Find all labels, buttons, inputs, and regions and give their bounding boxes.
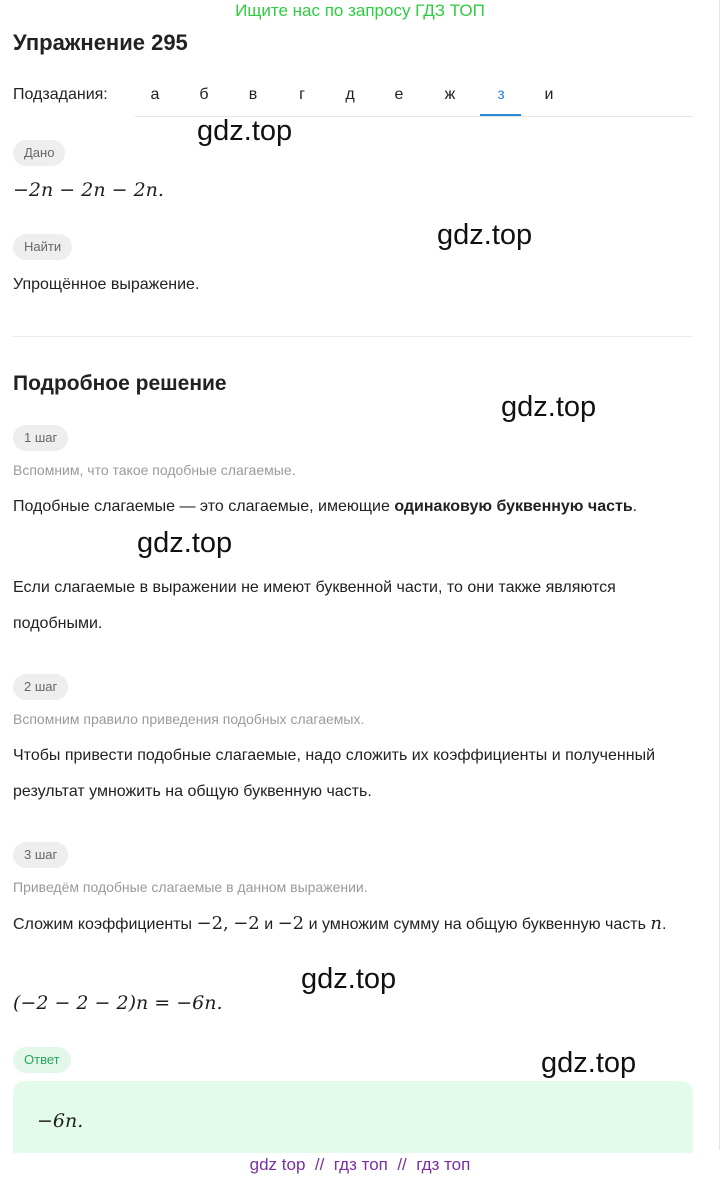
tab-d[interactable]: д (345, 86, 355, 103)
section-divider (13, 336, 693, 337)
variable-n: n (650, 913, 662, 934)
find-badge: Найти (13, 234, 72, 260)
tab-z[interactable]: з (497, 86, 505, 103)
find-text: Упрощённое выражение. (13, 276, 200, 293)
watermark: gdz.top (437, 219, 533, 251)
page-title: Упражнение 295 (13, 30, 188, 55)
step1-paragraph2: Если слагаемые в выражении не имеют буквенной части, то они также являются подобными. (13, 579, 616, 632)
step2-badge: 2 шаг (13, 674, 68, 700)
tab-a[interactable]: а (150, 86, 160, 103)
step1-badge: 1 шаг (13, 425, 68, 451)
subtasks-label: Подзадания: (13, 86, 108, 103)
given-expression: −2n − 2n − 2n. (13, 179, 164, 201)
coef-3: −2 (277, 913, 305, 934)
step1-hint: Вспомним, что такое подобные слагаемые. (13, 462, 296, 478)
step1-end: . (632, 498, 638, 515)
step2-text: Чтобы привести подобные слагаемые, надо сложить их коэффициенты и полученный результат умножить на общую буквенную часть. (13, 747, 656, 800)
answer-badge: Ответ (13, 1047, 71, 1073)
active-tab-indicator (480, 114, 521, 116)
watermark: gdz.top (137, 527, 233, 559)
solution-heading: Подробное решение (13, 372, 227, 395)
step2-hint: Вспомним правило приведения подобных слагаемых. (13, 711, 365, 727)
step1-paragraph1 (13, 489, 683, 525)
coef-1: −2, (196, 913, 229, 934)
tab-e[interactable]: е (394, 86, 404, 103)
step3-calculation: (−2 − 2 − 2)n = −6n. (13, 992, 223, 1014)
step1-bold: одинаковую буквенную часть (394, 498, 633, 515)
given-badge: Дано (13, 140, 65, 166)
step3-text (13, 906, 693, 943)
step3-text-c: и умножим сумму на общую буквенную часть (304, 916, 651, 933)
step3-hint: Приведём подобные слагаемые в данном выражении. (13, 879, 368, 895)
step3-text-d: . (662, 916, 667, 933)
tab-zh[interactable]: ж (444, 86, 456, 103)
tab-g[interactable]: г (299, 86, 305, 103)
step1-text: Подобные слагаемые — это слагаемые, имеющие (13, 498, 395, 515)
tab-i[interactable]: и (544, 86, 554, 103)
tab-v[interactable]: в (248, 86, 258, 103)
step3-text-a: Сложим коэффициенты (13, 916, 197, 933)
watermark: gdz.top (501, 391, 597, 423)
step3-text-b: и (259, 916, 278, 933)
answer-box (13, 1081, 693, 1153)
coef-2: −2 (233, 913, 260, 934)
search-banner: Ищите нас по запросу ГДЗ ТОП (235, 1, 485, 20)
answer-value: −6n. (37, 1110, 84, 1132)
subtask-tabs (135, 78, 693, 117)
watermark: gdz.top (301, 963, 397, 995)
tab-b[interactable]: б (199, 86, 209, 103)
step3-badge: 3 шаг (13, 842, 68, 868)
watermark: gdz.top (541, 1047, 637, 1079)
watermark: gdz.top (197, 115, 293, 147)
footer-links: gdz top // гдз топ // гдз топ (249, 1155, 471, 1174)
